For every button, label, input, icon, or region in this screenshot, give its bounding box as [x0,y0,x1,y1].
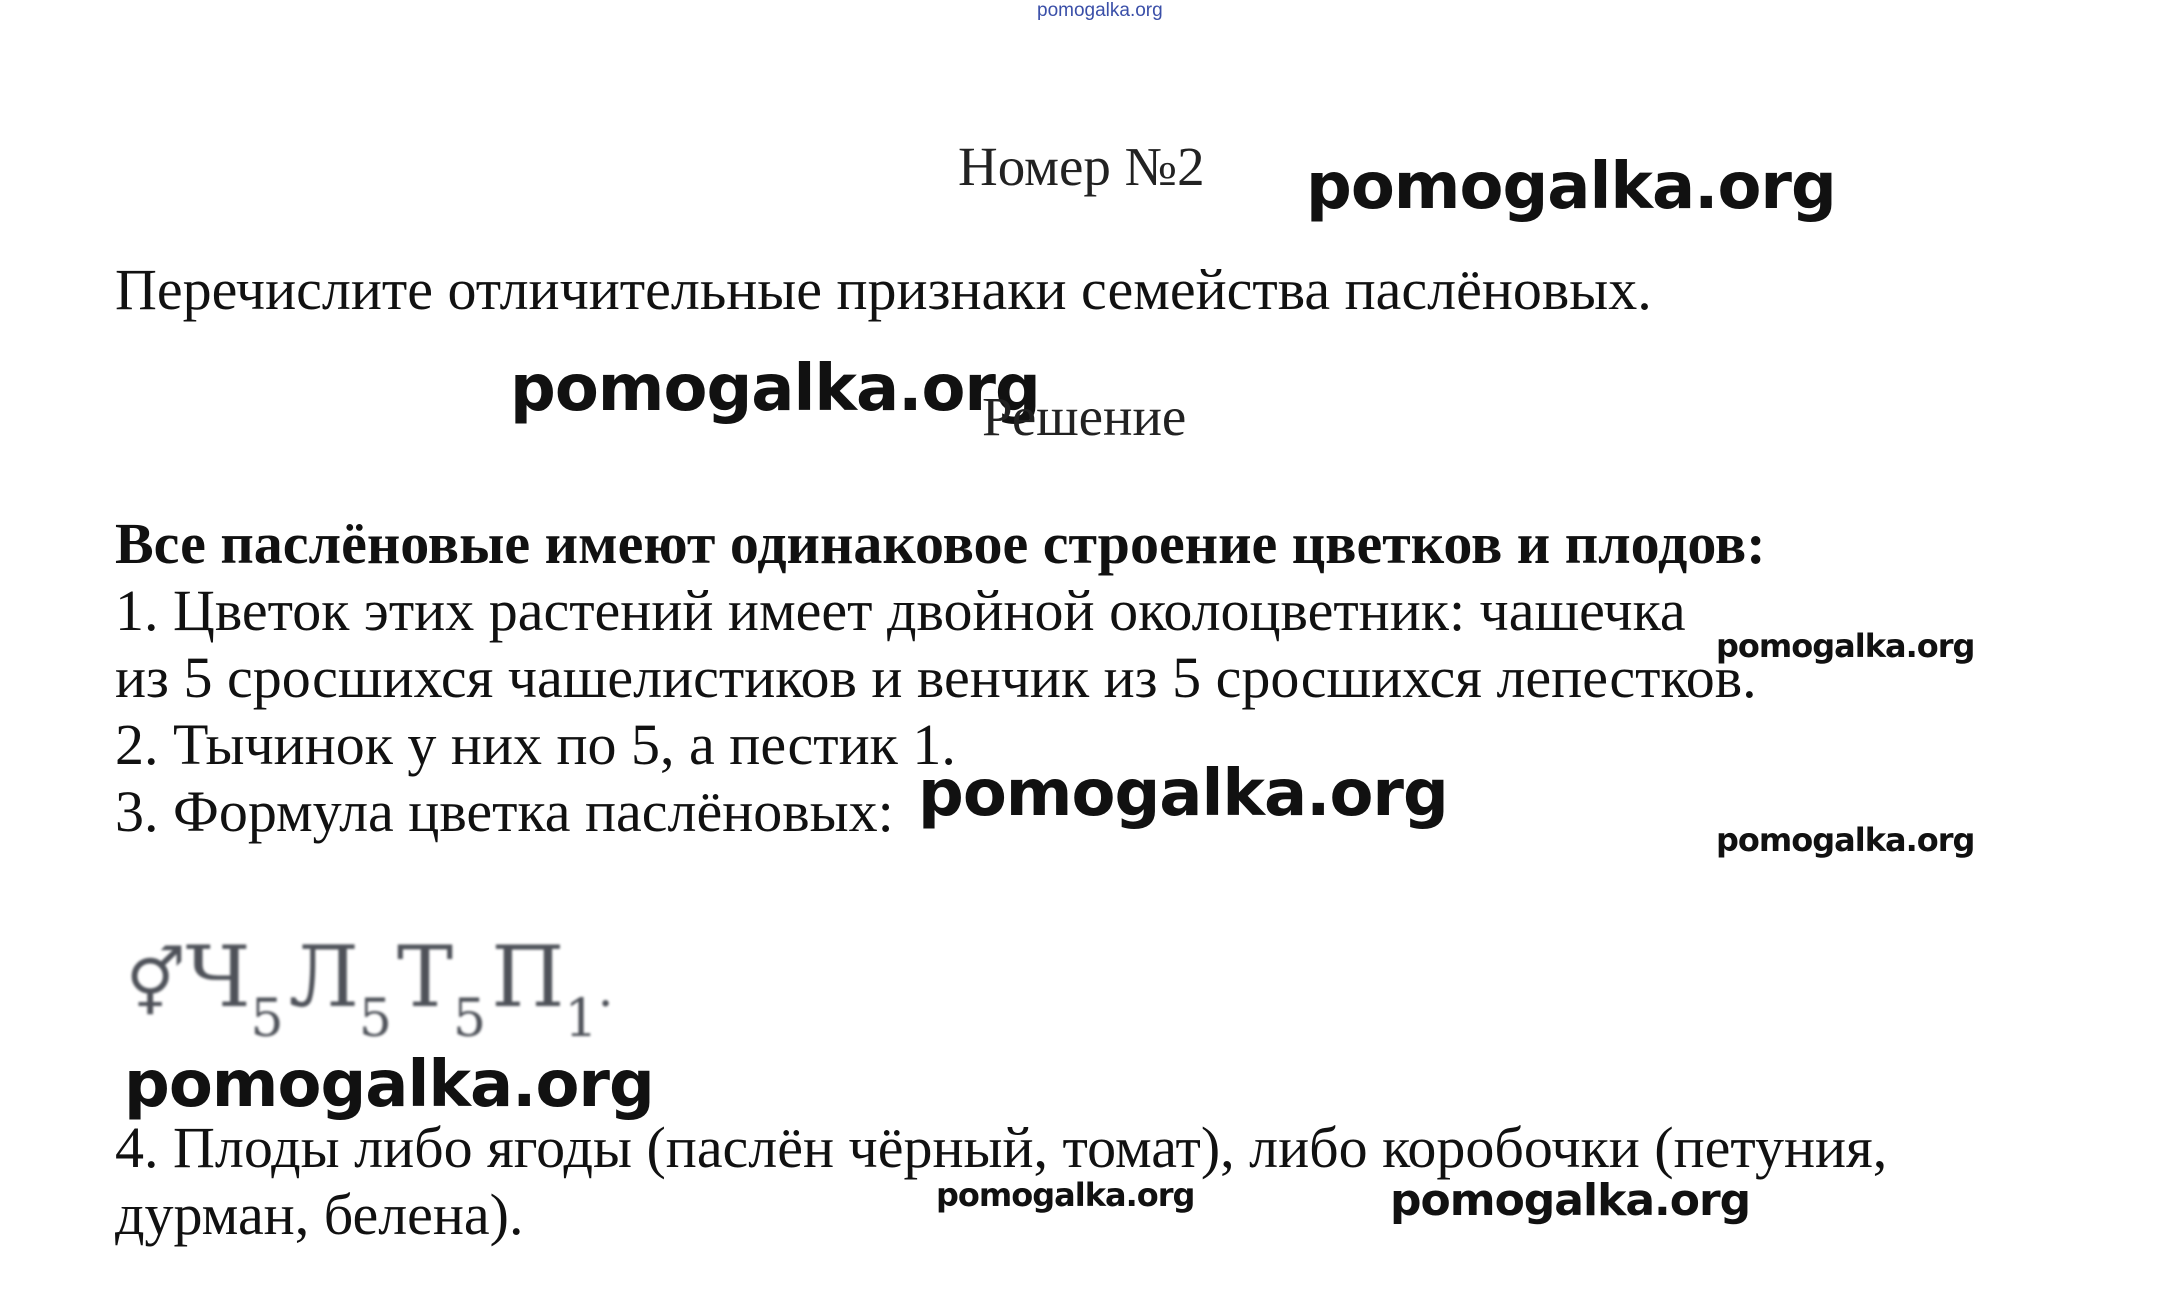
formula-pistil-count: 1 [564,989,598,1049]
solution-label: Решение [982,386,1187,447]
formula-corolla: Л [288,928,359,1026]
answer-point-2: 2. Тычинок у них по 5, а пестик 1. [115,712,956,777]
formula-stamens-count: 5 [453,989,487,1049]
answer-point-4-line-1: 4. Плоды либо ягоды (паслён чёрный, томат), либо коробочки (петуния, [115,1115,1888,1180]
watermark: pomogalka.org [1716,627,1975,665]
watermark: pomogalka.org [510,352,1040,426]
watermark: pomogalka.org [1390,1175,1751,1226]
formula-calyx: Ч [185,928,251,1026]
watermark: pomogalka.org [936,1176,1195,1214]
formula-corolla-count: 5 [358,989,392,1049]
watermark: pomogalka.org [124,1048,654,1122]
formula-stamens: Т [397,928,454,1026]
answer-point-1-line-2: из 5 сросшихся чашелистиков и венчик из 5 сросшихся лепестков. [115,645,1757,710]
answer-point-4-line-2: дурман, белена). [115,1182,524,1247]
watermark: pomogalka.org [1306,150,1836,224]
answer-point-3: 3. Формула цветка паслёновых: [115,779,894,844]
watermark: pomogalka.org [1716,821,1975,859]
formula-pistil: П [491,928,565,1026]
problem-number: Номер №2 [958,136,1205,197]
formula-end: . [597,960,614,1018]
question-text: Перечислите отличительные признаки семейства паслёновых. [115,257,1652,322]
top-watermark: pomogalka.org [1037,0,1163,21]
flower-formula [126,928,614,1048]
answer-intro: Все паслёновые имеют одинаковое строение цветков и плодов: [115,511,1766,576]
answer-point-1-line-1: 1. Цветок этих растений имеет двойной околоцветник: чашечка [115,578,1686,643]
watermark: pomogalka.org [918,757,1448,831]
bisexual-sign-icon: ⚥ [126,945,186,1022]
formula-calyx-count: 5 [250,989,284,1049]
